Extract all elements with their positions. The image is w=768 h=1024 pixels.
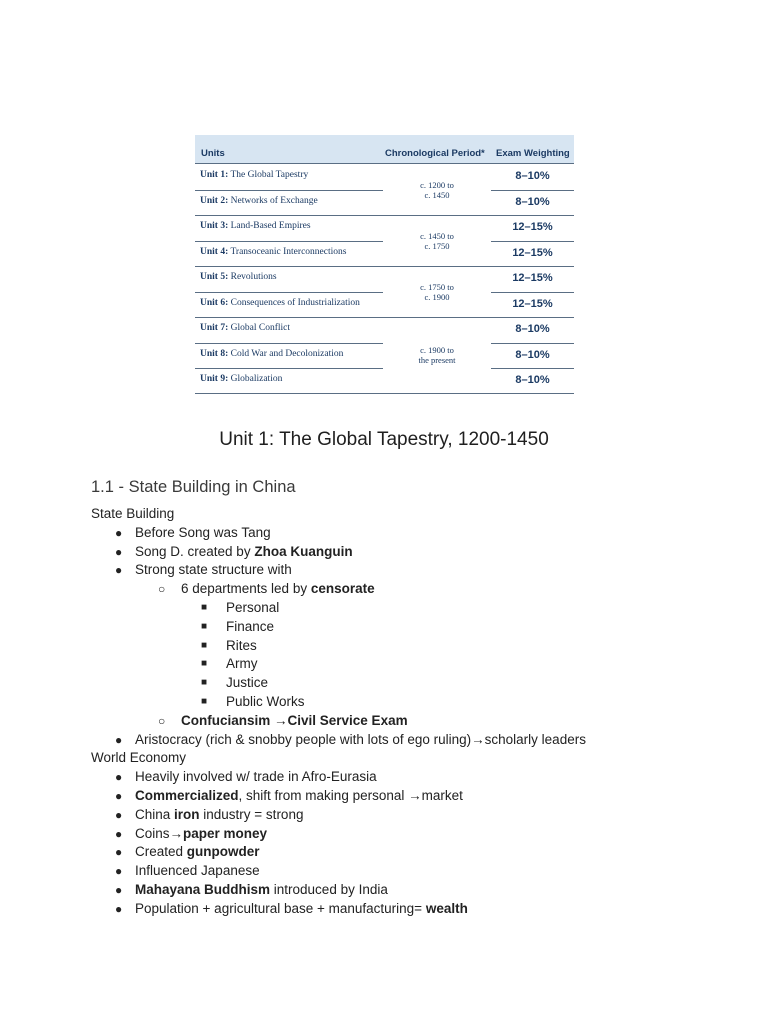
unit-cell [195,241,383,266]
unit-number: Unit 2: [200,195,229,206]
text: Before Song was Tang [135,524,271,540]
text: industry = strong [199,806,304,822]
text: Created [135,844,187,860]
text: Coins→ [135,825,184,841]
list-item [91,825,586,844]
weight-cell: 8–10% [515,348,550,361]
section-label [91,749,586,768]
weight-cell: 12–15% [512,272,553,284]
bullet-icon: ■ [201,695,208,707]
text: , shift from making personal →market [238,787,463,803]
list-item [91,637,586,656]
unit-cell [195,215,383,240]
bullet-icon: ● [115,901,123,916]
weight-cell: 8–10% [515,170,550,182]
period-start: c. 1750 to [420,281,454,292]
period-start: c. 1900 to [420,345,454,356]
bullet-icon: ● [115,845,123,860]
unit-cell [195,343,383,368]
bullet-icon: ● [115,544,123,559]
unit-name: Globalization [228,374,283,384]
period-end: c. 1750 [424,240,450,251]
list-item [91,881,586,900]
text: Rites [226,637,257,653]
notes-list [91,505,586,919]
unit-cell [195,164,383,189]
text: introduced by India [270,881,388,897]
list-item [91,693,586,712]
text: China [135,806,175,822]
text: Justice [226,675,269,691]
header-units: Units [201,148,225,159]
period-start: c. 1200 to [420,179,454,190]
doc-title: Unit 1: The Global Tapestry, 1200-1450 [219,429,549,450]
text: 6 departments led by [181,581,311,597]
text: Influenced Japanese [135,863,260,879]
text: World Economy [91,750,187,766]
unit-name: The Global Tapestry [228,170,309,180]
text: Public Works [226,693,305,709]
bullet-icon: ■ [201,658,208,670]
unit-weighting-table [195,135,574,394]
bold-text: iron [174,806,200,822]
unit-name: Land-Based Empires [228,221,311,231]
unit-number: Unit 6: [200,297,229,308]
unit-cell [195,317,383,342]
text: Population + agricultural base + manufacturing= [135,900,426,916]
bullet-icon: ○ [158,713,166,728]
period-cell [383,164,491,215]
period-start: c. 1450 to [420,230,454,241]
unit-cell [195,266,383,291]
unit-name: Global Conflict [228,323,290,333]
text: Finance [226,618,275,634]
list-item [91,580,586,599]
list-item [91,731,586,750]
unit-name: Transoceanic Interconnections [228,246,347,257]
period-end: c. 1450 [424,189,450,200]
bold-text: Mahayana Buddhism [135,881,271,897]
unit-number: Unit 5: [200,272,229,282]
header-weighting: Exam Weighting [496,148,570,159]
list-item [91,806,586,825]
list-item [91,674,586,693]
list-item [91,599,586,618]
unit-name: Consequences of Industrialization [228,297,360,308]
text: Army [226,656,258,672]
bullet-icon: ● [115,732,123,747]
weight-cell: 8–10% [515,195,550,208]
unit-cell [195,190,383,215]
bold-text: gunpowder [186,844,260,860]
unit-name: Cold War and Decolonization [228,348,344,359]
bullet-icon: ● [115,525,123,540]
table-header [195,135,574,164]
period-end: the present [418,355,456,366]
unit-number: Unit 4: [200,246,229,257]
list-item [91,655,586,674]
weight-cell: 8–10% [515,374,550,386]
text: Heavily involved w/ trade in Afro-Eurasia [135,769,377,785]
unit-name: Networks of Exchange [228,195,318,206]
text: Song D. created by [135,543,255,559]
unit-number: Unit 1: [200,170,229,180]
period-cell [383,215,491,266]
weight-cell: 8–10% [515,323,550,335]
bullet-icon: ● [115,864,123,879]
bullet-icon: ● [115,807,123,822]
list-item [91,561,586,580]
list-item [91,543,586,562]
bullet-icon: ■ [201,601,208,613]
period-end: c. 1900 [424,291,450,302]
text: Strong state structure with [135,562,292,578]
weight-cell: 12–15% [512,221,553,233]
unit-number: Unit 3: [200,221,229,231]
list-item [91,618,586,637]
weight-cell: 12–15% [512,246,553,259]
text: Aristocracy (rich & snobby people with lots of ego ruling)→scholarly leaders [135,731,586,747]
bold-text: wealth [425,900,468,916]
bullet-icon: ■ [201,677,208,689]
unit-cell [195,368,383,393]
bold-text: censorate [310,581,375,597]
section-label [91,505,586,524]
weight-cell: 12–15% [512,297,553,310]
unit-number: Unit 7: [200,323,229,333]
bullet-icon: ● [115,882,123,897]
text: Personal [226,599,280,615]
bold-text: Confuciansim →Civil Service Exam [181,712,408,728]
list-item [91,900,586,919]
list-item [91,768,586,787]
bold-text: paper money [183,825,268,841]
bullet-icon: ■ [201,620,208,632]
unit-number: Unit 9: [200,374,229,384]
bullet-icon: ● [115,788,123,803]
bullet-icon: ○ [158,582,166,597]
unit-cell [195,292,383,317]
list-item [91,787,586,806]
bullet-icon: ● [115,563,123,578]
list-item [91,862,586,881]
bullet-icon: ● [115,770,123,785]
bold-text: Zhoa Kuanguin [254,543,353,559]
list-item [91,843,586,862]
bold-text: Commercialized [135,787,239,803]
period-cell [383,317,491,394]
bullet-icon: ● [115,826,123,841]
list-item [91,712,586,731]
header-period: Chronological Period* [385,148,485,159]
table-body [195,164,574,394]
unit-number: Unit 8: [200,348,229,359]
bullet-icon: ■ [201,639,208,651]
period-cell [383,266,491,317]
text: State Building [91,506,175,521]
section-heading: 1.1 - State Building in China [91,478,296,496]
unit-name: Revolutions [228,272,277,282]
list-item [91,524,586,543]
